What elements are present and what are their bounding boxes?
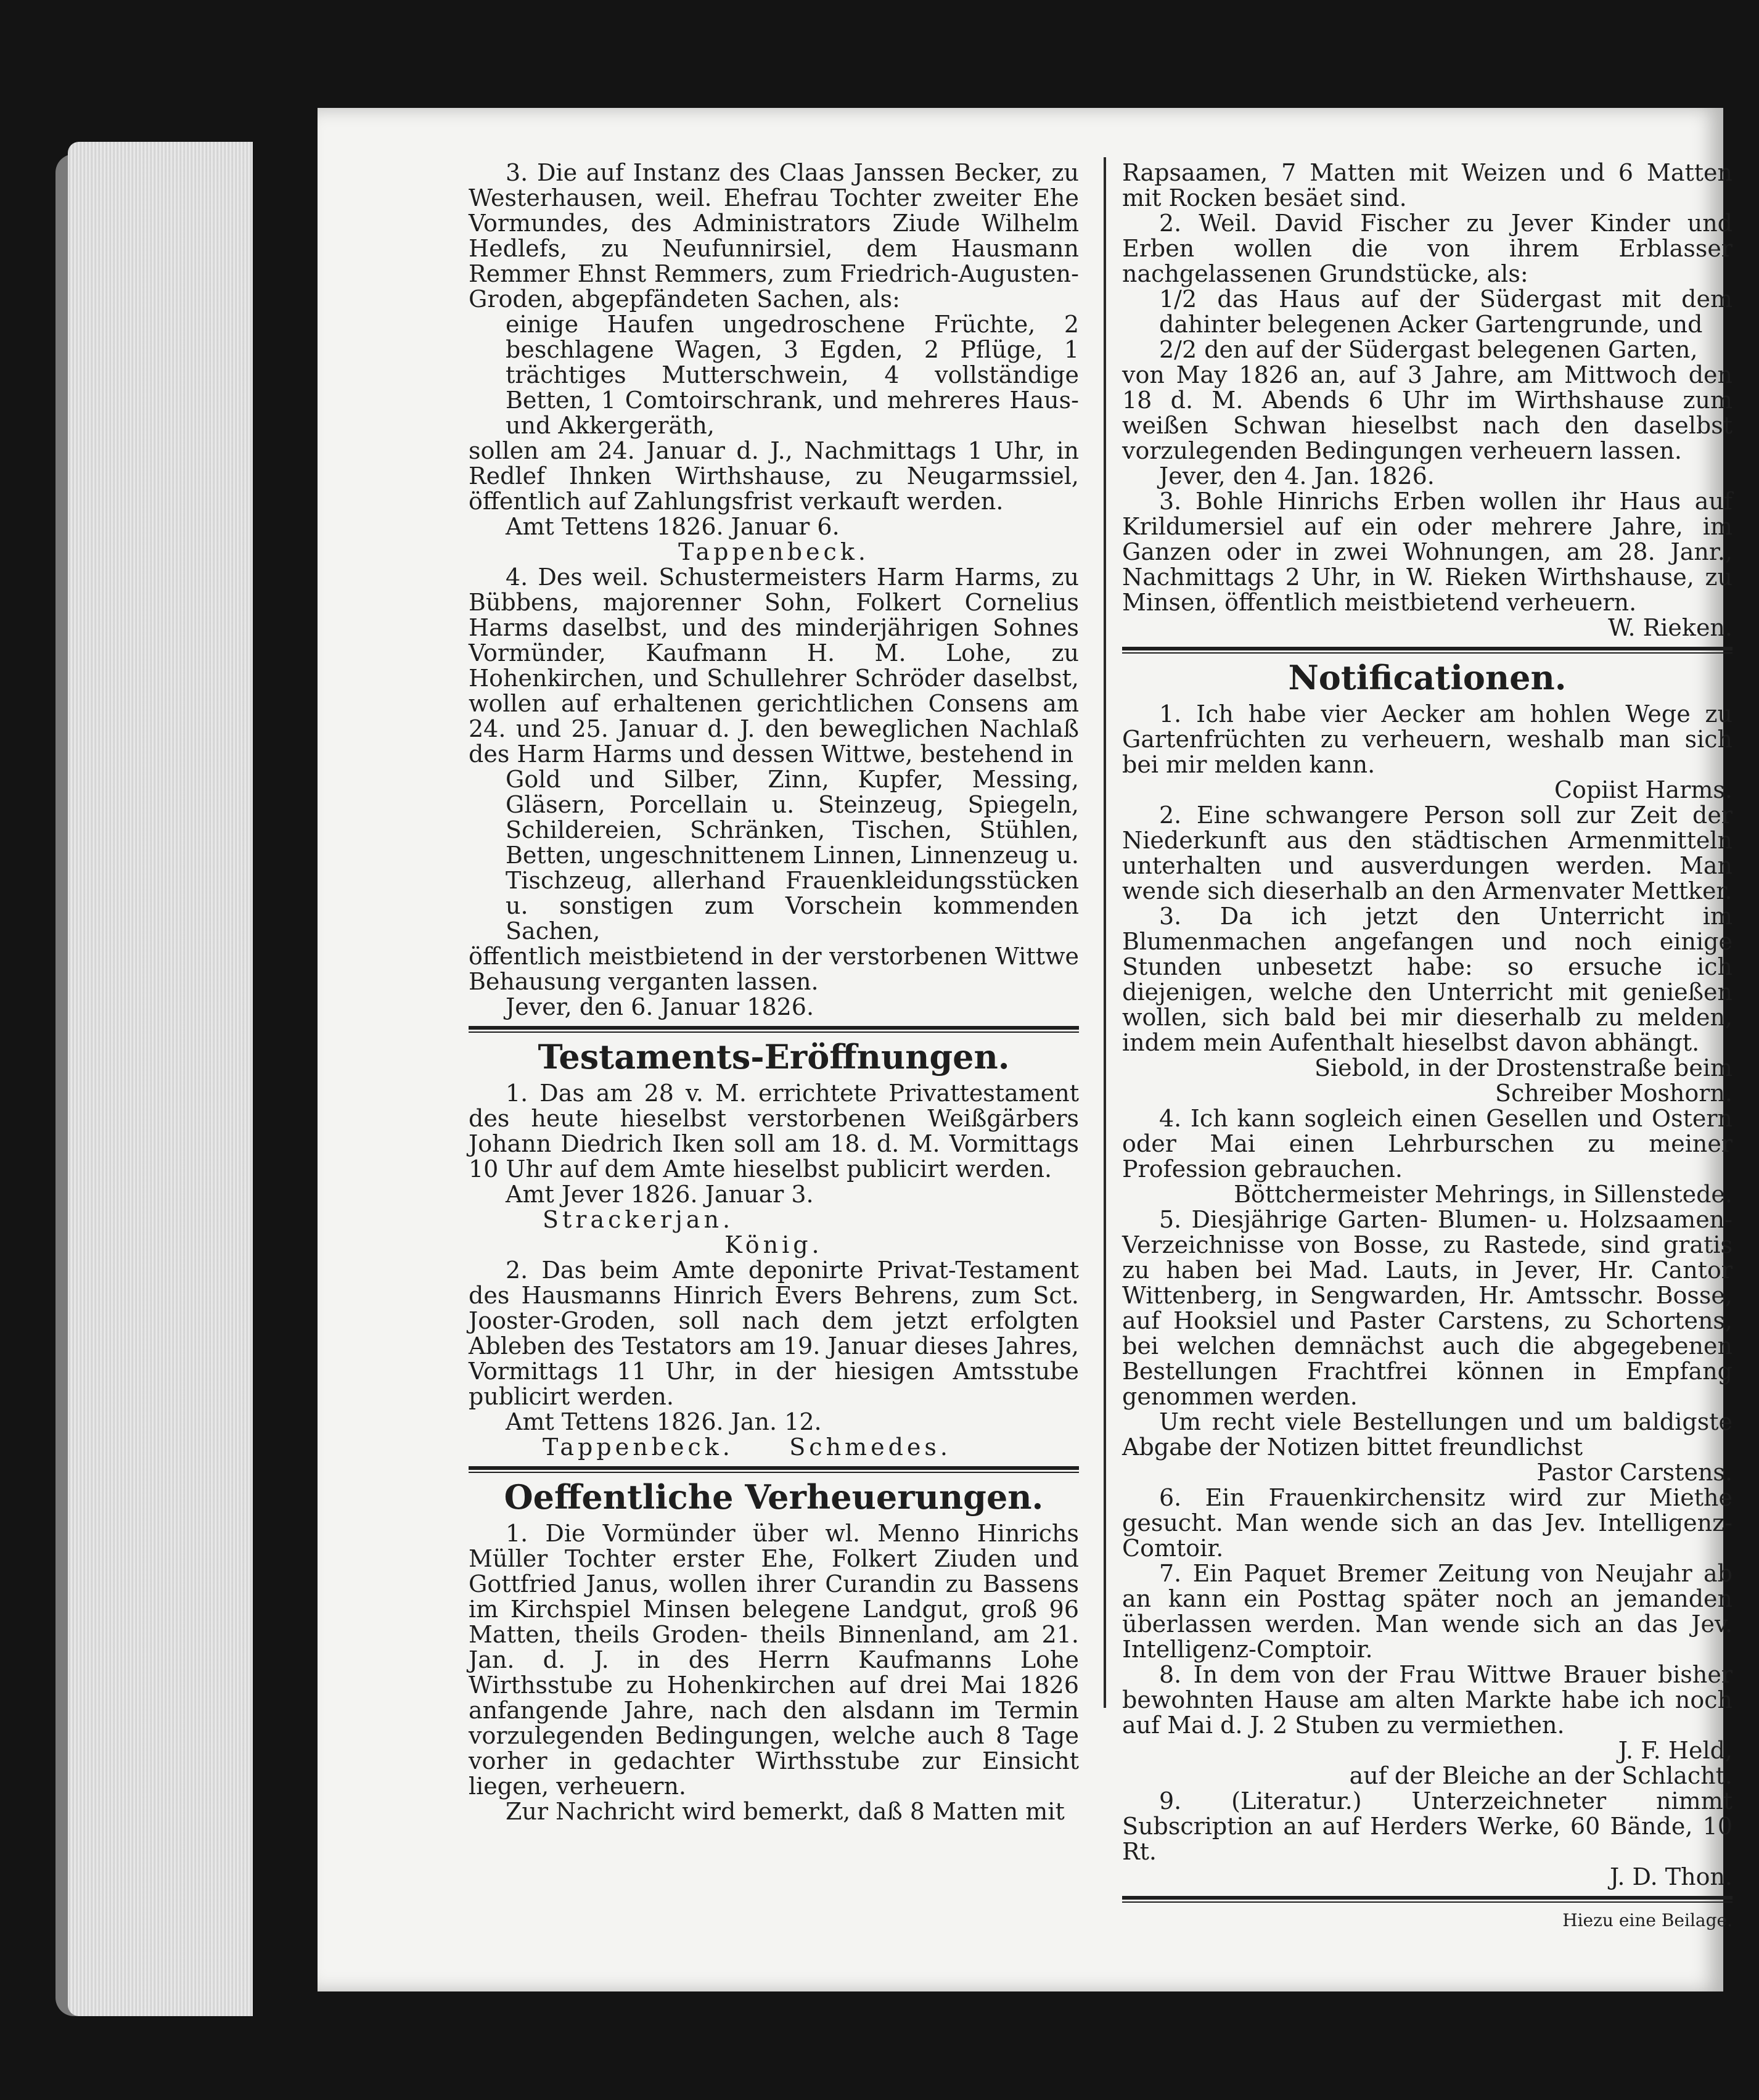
- notification-9-signature: J. D. Thon.: [1610, 1863, 1732, 1890]
- notification-9: 9. (Literatur.) Unterzeichneter nimmt Subscription an auf Herders Werke, 60 Bände, 10 Rt.: [1122, 1787, 1732, 1865]
- notification-1: 1. Ich habe vier Aecker am hohlen Wege zu Gartenfrüchten zu verheuern, weshalb man sich bei mir melden kann.: [1122, 700, 1732, 778]
- item-4: 4. Des weil. Schustermeisters Harm Harms, zu Bübbens, majorenner Sohn, Folkert Cornelius Harms daselbst, und des minderjährigen Sohnes Vormünder, Kaufmann H. M. Lohe, zu Hohenkirchen, und Schullehrer Schröder daselbst, wollen auf erhaltenen gerichtlichen Consens am 24. und 25. Januar d. J. den beweglichen Nachlaß des Harm Harms und dessen Wittwe, bestehend in: [469, 564, 1079, 768]
- verheuerung-1: 1. Die Vormünder über wl. Menno Hinrichs Müller Tochter erster Ehe, Folkert Ziuden und Gottfried Janus, wollen ihrer Curandin zu Bassens im Kirchspiel Minsen belegene Landgut, groß 96 Matten, theils Groden- theils Binnenland, am 21. Jan. d. J. in des Herrn Kaufmanns Lohe Wirthsstube zu Hohenkirchen auf drei Mai 1826 anfangende Jahre, nach den alsdann im Termin vorzulegenden Bedingungen, welche auch 8 Tage vorher in gedachter Wirthsstube zur Einsicht liegen, verheuern.: [469, 1520, 1079, 1800]
- notification-8-sig-1: J. F. Held,: [1618, 1737, 1732, 1764]
- verheuerung-3: 3. Bohle Hinrichs Erben wollen ihr Haus auf Krildumersiel auf ein oder mehrere Jahre, im Ganzen oder in zwei Wohnungen, am 28. Janr., Nachmittags 2 Uhr, in W. Rieken Wirthshause, zu Minsen, öffentlich meistbietend verheuern.: [1122, 488, 1732, 616]
- notificationen-heading: Notificationen.: [1288, 658, 1567, 697]
- item-4-end: öffentlich meistbietend in der verstorbenen Wittwe Behausung verganten lassen.: [469, 943, 1079, 995]
- page-edges: [68, 142, 253, 2016]
- beilage-note: Hiezu eine Beilage.: [1562, 1910, 1732, 1930]
- testament-2-date: Amt Tettens 1826. Jan. 12.: [506, 1408, 822, 1435]
- testaments-heading: Testaments-Eröffnungen.: [538, 1037, 1010, 1077]
- continuation: Rapsaamen, 7 Matten mit Weizen und 6 Matten mit Rocken besäet sind.: [1122, 159, 1732, 211]
- testament-1-sig-1: Strackerjan.: [543, 1206, 734, 1233]
- verheuerung-2-end: von May 1826 an, auf 3 Jahre, am Mittwoch den 18 d. M. Abends 6 Uhr im Wirthshause zum weißen Schwan hieselbst nach den daselbst vorzulegenden Bedingungen verheuern lassen.: [1122, 361, 1732, 464]
- item-4-date: Jever, den 6. Januar 1826.: [506, 993, 814, 1020]
- notification-7: 7. Ein Paquet Bremer Zeitung von Neujahr ab an kann ein Posttag später noch an jemanden überlassen werden. Man wende sich an das Jev. Intelligenz-Comptoir.: [1122, 1560, 1732, 1663]
- testament-1: 1. Das am 28 v. M. errichtete Privattestament des heute hieselbst verstorbenen Weißgärbers Johann Diedrich Iken soll am 18. d. M. Vormittags 10 Uhr auf dem Amte hieselbst publicirt werden.: [469, 1080, 1079, 1183]
- notification-3-sig-1: Siebold, in der Drostenstraße beim: [1314, 1054, 1732, 1081]
- item-3-end: sollen am 24. Januar d. J., Nachmittags 1 Uhr, in Redlef Ihnken Wirthshause, zu Neugarmssiel, öffentlich auf Zahlungsfrist verkauft werden.: [469, 437, 1079, 515]
- notification-8-sig-2: auf der Bleiche an der Schlacht.: [1349, 1762, 1732, 1789]
- verheuerungen-heading: Oeffentliche Verheuerungen.: [504, 1477, 1044, 1517]
- notification-8: 8. In dem von der Frau Wittwe Brauer bisher bewohnten Hause am alten Markte habe ich noch auf Mai d. J. 2 Stuben zu vermiethen.: [1122, 1661, 1732, 1739]
- section-rule: [1122, 1896, 1732, 1903]
- left-column: [469, 160, 1079, 1824]
- verheuerung-3-signature: W. Rieken.: [1608, 614, 1732, 641]
- testament-2-signatures: Tappenbeck. Schmedes.: [543, 1433, 951, 1461]
- verheuerung-2-date: Jever, den 4. Jan. 1826.: [1159, 462, 1435, 490]
- notification-2: 2. Eine schwangere Person soll zur Zeit der Niederkunft aus den städtischen Armenmitteln unterhalten und ausverdungen werden. Man wende sich dieserhalb an den Armenvater Mettker.: [1122, 802, 1732, 904]
- notification-3-sig-2: Schreiber Moshorn.: [1495, 1080, 1732, 1107]
- notification-5-signature: Pastor Carstens.: [1536, 1459, 1732, 1486]
- verheuerung-1-note: Zur Nachricht wird bemerkt, daß 8 Matten mit: [506, 1798, 1065, 1825]
- notification-1-signature: Copiist Harms.: [1554, 776, 1732, 803]
- verheuerung-2-b: 2/2 den auf der Südergast belegenen Garten,: [1159, 336, 1698, 363]
- notification-3: 3. Da ich jetzt den Unterricht im Blumenmachen angefangen und noch einige Stunden unbesetzt habe: so ersuche ich diejenigen, welche den Unterricht mit genießen wollen, sich bald bei mir dieserhalb zu melden, indem mein Aufenthalt hieselbst davon abhängt.: [1122, 903, 1732, 1056]
- item-4-list: Gold und Silber, Zinn, Kupfer, Messing, Gläsern, Porcellain u. Steinzeug, Spiegeln, Schildereien, Schränken, Tischen, Stühlen, Betten, ungeschnittenem Linnen, Linnenzeug u. Tischzeug, allerhand Frauenkleidungsstücken u. sonstigen zum Vorschein kommenden Sachen,: [506, 766, 1079, 945]
- testament-2: 2. Das beim Amte deponirte Privat-Testament des Hausmanns Hinrich Evers Behrens, zum Sct. Jooster-Groden, soll nach dem jetzt erfolgten Ableben des Testators am 19. Januar dieses Jahres, Vormittags 11 Uhr, in der hiesigen Amtsstube publicirt werden.: [469, 1257, 1079, 1410]
- column-divider: [1104, 157, 1106, 1708]
- item-3-date: Amt Tettens 1826. Januar 6.: [506, 513, 840, 540]
- notification-4: 4. Ich kann sogleich einen Gesellen und Ostern oder Mai einen Lehrburschen zu meiner Profession gebrauchen.: [1122, 1105, 1732, 1183]
- notification-5-request: Um recht viele Bestellungen und um baldigste Abgabe der Notizen bittet freundlichst: [1122, 1408, 1732, 1461]
- section-rule: [469, 1026, 1079, 1033]
- notification-6: 6. Ein Frauenkirchensitz wird zur Miethe gesucht. Man wende sich an das Jev. Intelligenz-Comtoir.: [1122, 1484, 1732, 1562]
- verheuerung-2-a: 1/2 das Haus auf der Südergast mit dem dahinter belegenen Acker Gartengrunde, und: [1159, 285, 1732, 338]
- item-3: 3. Die auf Instanz des Claas Janssen Becker, zu Westerhausen, weil. Ehefrau Tochter zweiter Ehe Vormundes, des Administrators Ziude Wilhelm Hedlefs, zu Neufunnirsiel, dem Hausmann Remmer Ehnst Remmers, zum Friedrich-Augusten-Groden, abgepfändeten Sachen, als:: [469, 159, 1079, 313]
- notification-5: 5. Diesjährige Garten- Blumen- u. Holzsaamen-Verzeichnisse von Bosse, zu Rastede, sind gratis zu haben bei Mad. Lauts, in Jever, Hr. Cantor Wittenberg, in Sengwarden, Hr. Amtsschr. Bosse, auf Hooksiel und Paster Carstens, zu Schortens, bei welchen demnächst auch die abgegebenen Bestellungen Frachtfrei können in Empfang genommen werden.: [1122, 1206, 1732, 1410]
- verheuerung-2: 2. Weil. David Fischer zu Jever Kinder und Erben wollen die von ihrem Erblasser nachgelassenen Grundstücke, als:: [1122, 210, 1732, 287]
- right-column: [1122, 160, 1732, 1933]
- notification-4-signature: Böttchermeister Mehrings, in Sillenstede.: [1234, 1181, 1732, 1208]
- item-3-list: einige Haufen ungedroschene Früchte, 2 beschlagene Wagen, 3 Egden, 2 Pflüge, 1 trächtiges Mutterschwein, 4 vollständige Betten, 1 Comtoirschrank, und mehreres Haus- und Akkergeräth,: [506, 311, 1079, 439]
- testament-1-sig-2: König.: [724, 1231, 823, 1258]
- testament-1-date: Amt Jever 1826. Januar 3.: [506, 1181, 814, 1208]
- item-3-signature: Tappenbeck.: [678, 538, 869, 565]
- section-rule: [1122, 647, 1732, 654]
- newspaper-page: [318, 108, 1732, 1991]
- section-rule: [469, 1466, 1079, 1473]
